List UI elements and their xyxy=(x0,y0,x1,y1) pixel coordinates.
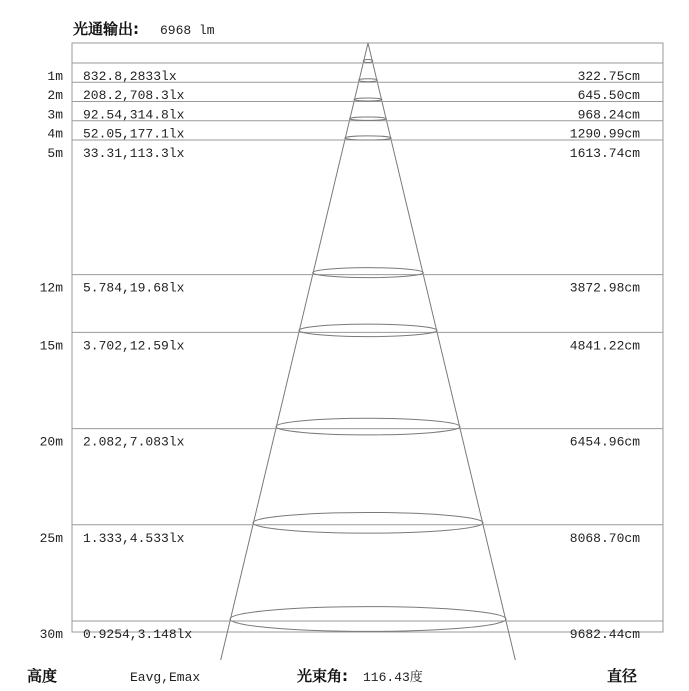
illuminance-value: 3.702,12.59lx xyxy=(83,338,185,354)
diameter-value: 968.24cm xyxy=(577,107,640,123)
height-value: 25m xyxy=(39,530,63,546)
height-value: 20m xyxy=(39,434,63,450)
beam-ellipse xyxy=(359,79,378,82)
beam-ellipse xyxy=(299,324,437,336)
diameter-value: 645.50cm xyxy=(577,88,640,104)
diameter-value: 1290.99cm xyxy=(569,126,640,142)
beam-ellipse xyxy=(276,418,460,435)
diameter-value: 4841.22cm xyxy=(569,338,640,354)
flux-label: 光通输出: xyxy=(73,20,139,38)
beam-ellipse xyxy=(313,268,424,278)
cone-left-edge xyxy=(221,43,368,660)
diameter-value: 322.75cm xyxy=(577,69,640,84)
illuminance-value: 832.8,2833lx xyxy=(83,69,177,84)
height-value: 30m xyxy=(39,627,63,642)
diameter-value: 9682.44cm xyxy=(569,627,640,642)
beam-ellipse xyxy=(345,136,391,140)
height-value: 5m xyxy=(47,145,63,161)
beam-ellipse xyxy=(253,512,483,533)
beam-ellipse xyxy=(230,607,506,632)
beam-ellipse xyxy=(363,60,373,63)
height-value: 1m xyxy=(47,69,63,84)
diameter-value: 1613.74cm xyxy=(569,145,640,161)
illuminance-value: 33.31,113.3lx xyxy=(83,145,185,161)
illuminance-value: 92.54,314.8lx xyxy=(83,107,185,123)
cone-right-edge xyxy=(368,43,515,660)
height-value: 4m xyxy=(47,126,63,142)
height-value: 15m xyxy=(39,338,63,354)
height-value: 2m xyxy=(47,88,63,104)
rows-group xyxy=(40,60,663,643)
beam-ellipse xyxy=(349,117,386,120)
diameter-column-label: 直径 xyxy=(607,667,638,685)
beam-ellipse xyxy=(354,98,382,101)
height-column-label: 高度 xyxy=(27,667,58,685)
illuminance-value: 2.082,7.083lx xyxy=(83,434,185,450)
height-value: 12m xyxy=(39,280,63,296)
diameter-value: 8068.70cm xyxy=(569,530,640,546)
height-value: 3m xyxy=(47,107,63,123)
illuminance-value: 208.2,708.3lx xyxy=(83,88,185,104)
illuminance-value: 1.333,4.533lx xyxy=(83,530,185,546)
illuminance-value: 5.784,19.68lx xyxy=(83,280,185,296)
flux-value: 6968 lm xyxy=(160,23,215,38)
illuminance-value: 0.9254,3.148lx xyxy=(83,627,193,642)
beam-angle-value: 116.43度 xyxy=(363,670,423,685)
beam-angle-label: 光束角: xyxy=(297,667,348,685)
illuminance-value: 52.05,177.1lx xyxy=(83,126,185,142)
eavg-column-label: Eavg,Emax xyxy=(130,670,201,685)
diameter-value: 6454.96cm xyxy=(569,434,640,450)
diameter-value: 3872.98cm xyxy=(569,280,640,296)
